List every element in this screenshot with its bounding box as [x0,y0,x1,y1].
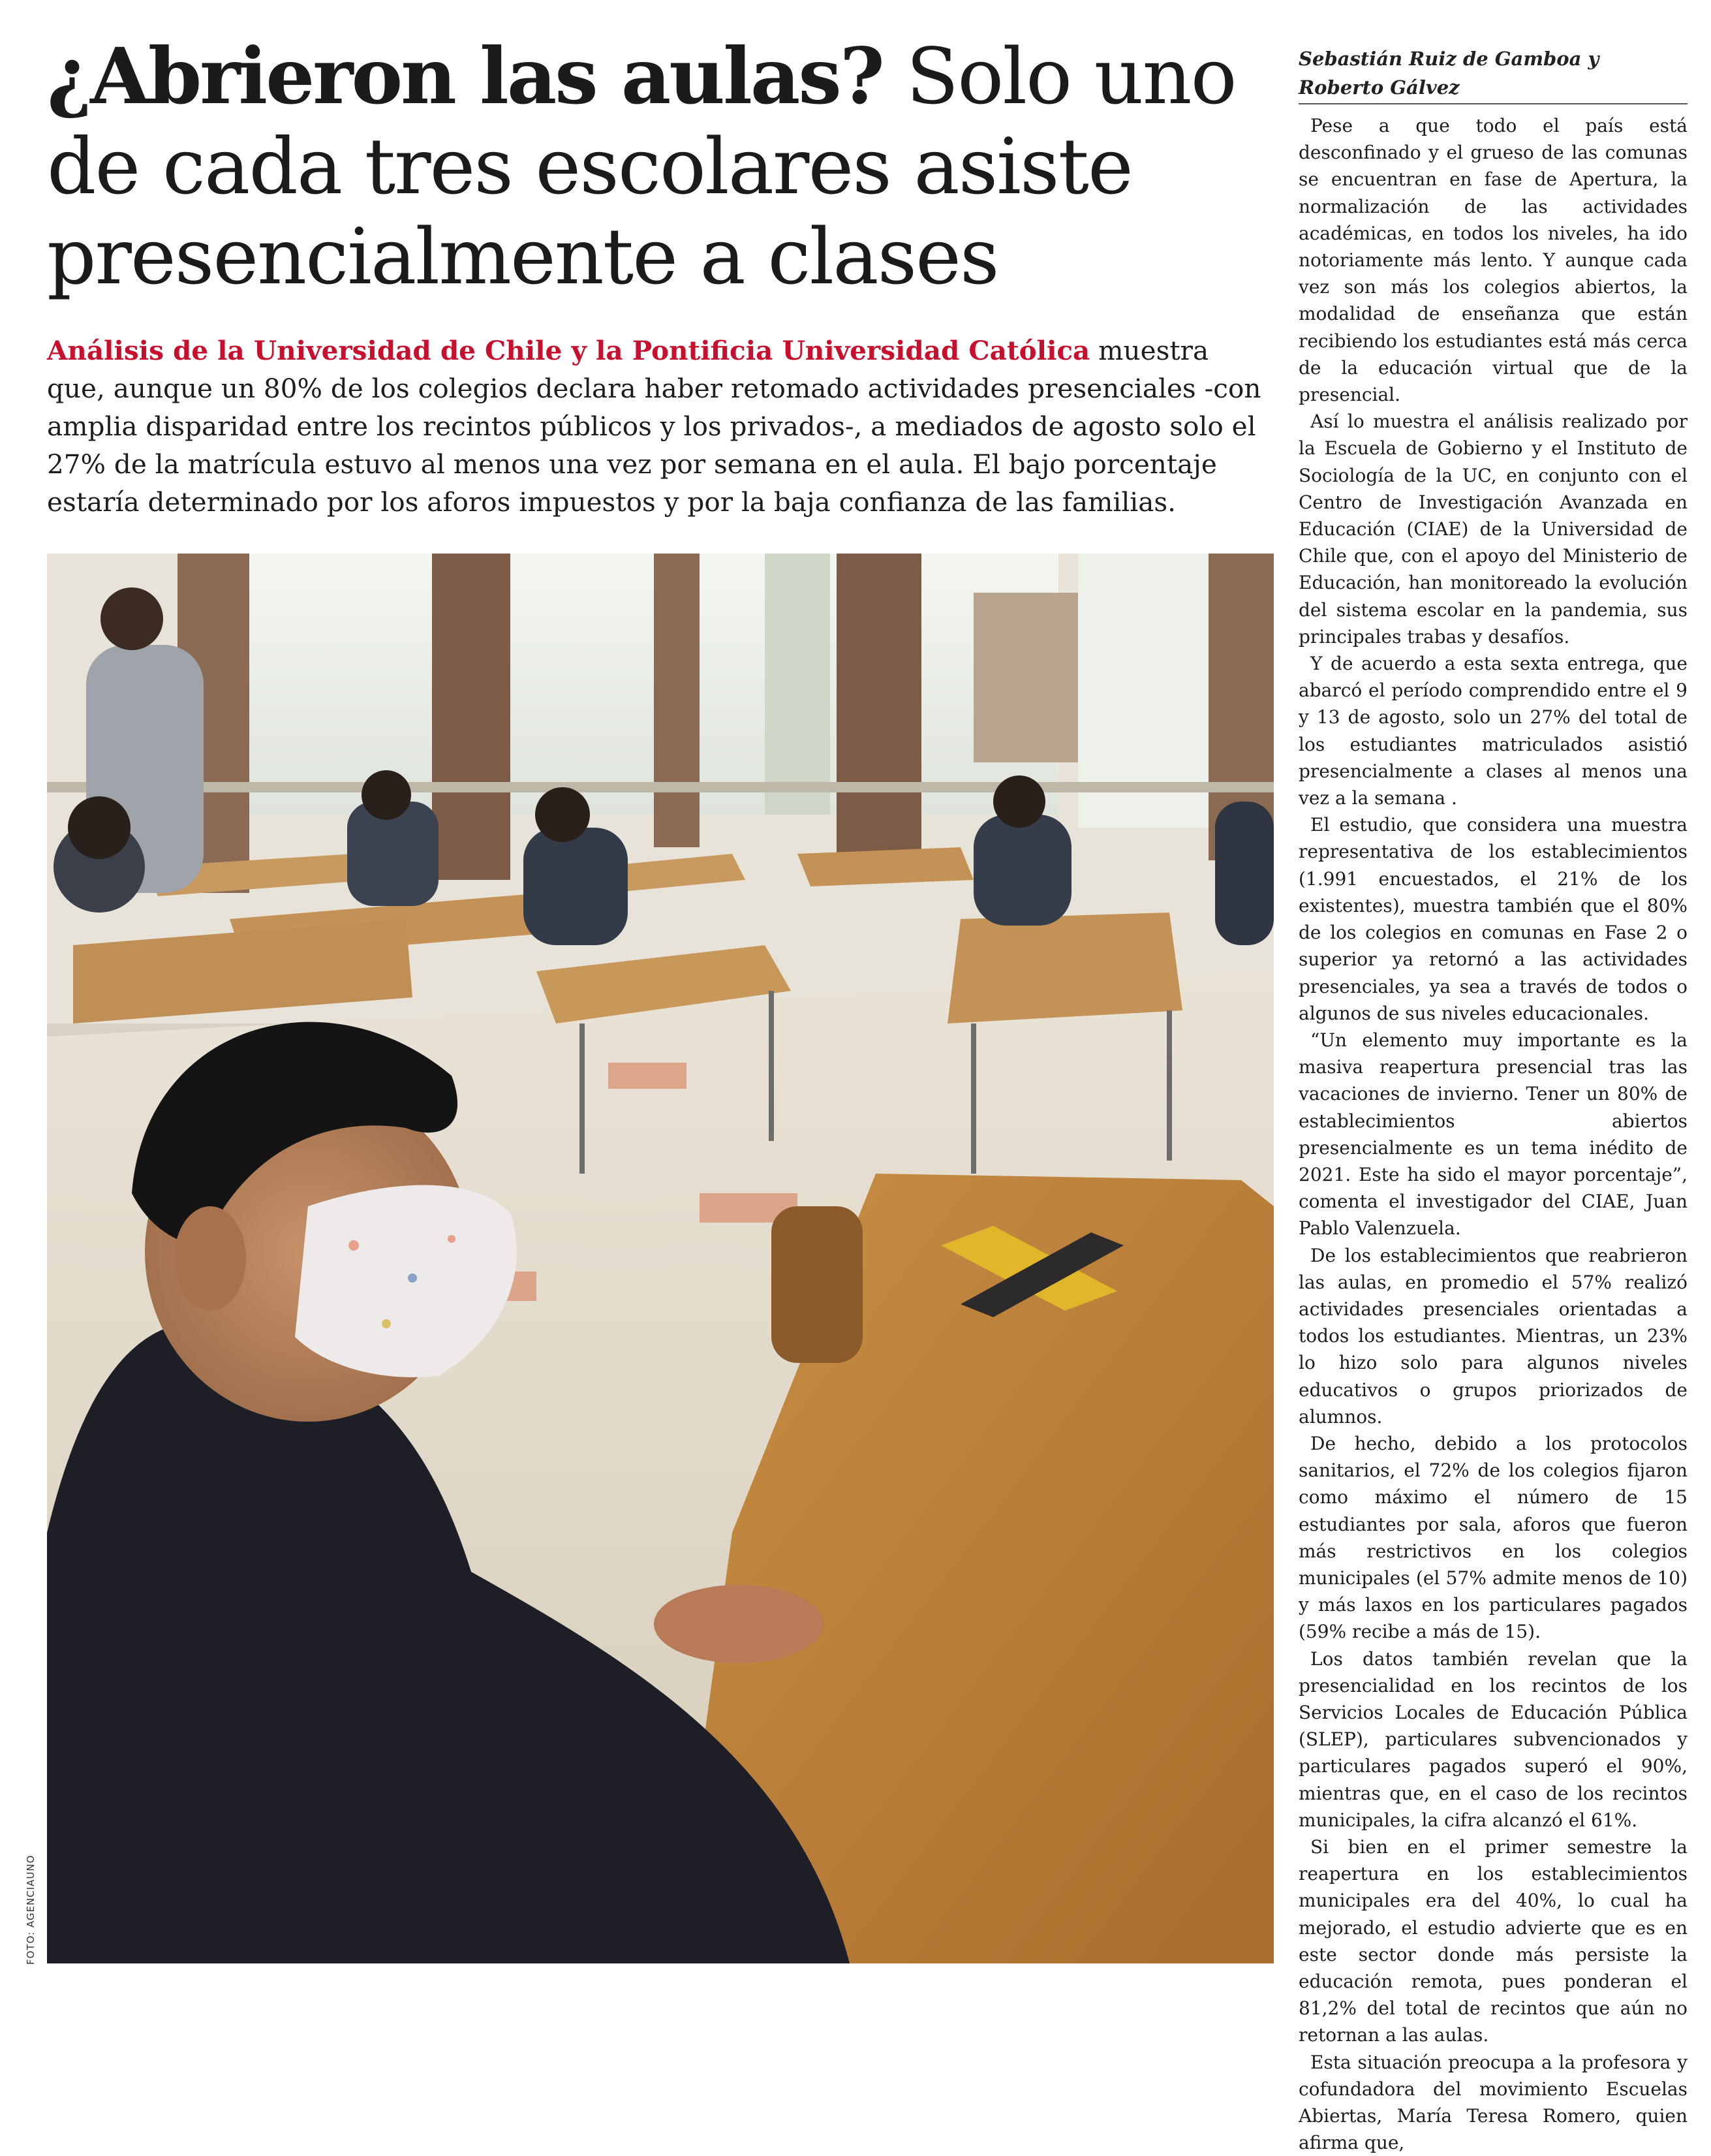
body-paragraph: De hecho, debido a los protocolos sanitarios, el 72% de los colegios fijaron como máximo el número de 15 estudiantes por sala, aforos que fueron más restrictivos en los colegios municipales (el 57% admite menos de 10) y más laxos en los particulares pagados (59% recibe a más de 15). [1299,1432,1688,1643]
headline-rest: Solo uno de cada tres escolares asiste presencialmente a clases [47,31,1236,302]
body-paragraph: Si bien en el primer semestre la reapertura en los establecimientos municipales era del 40%, lo cual ha mejorado, el estudio advierte que es en este sector donde más persiste la educación remota, pues ponderan el 81,2% del total de recintos que aún no retornan a las aulas. [1299,1836,1688,2046]
classroom-photo [47,554,1274,1963]
body-paragraph: Y de acuerdo a esta sexta entrega, que abarcó el período comprendido entre el 9 y 13 de agosto, solo un 27% del total de los estudiantes matriculados asistió presencialmente a clases al menos una vez a la semana . [1299,653,1688,809]
headline [47,31,1274,302]
body-paragraph: Esta situación preocupa a la profesora y cofundadora del movimiento Escuelas Abiertas, María Teresa Romero, quien afirma que, [1299,2051,1688,2154]
article-body [1299,112,1688,2156]
byline-divider [1299,103,1688,104]
photo-credit: FOTO: AGENCIAUNO [25,1854,37,1965]
body-paragraph: “Un elemento muy importante es la masiva reapertura presencial tras las vacaciones de invierno. Tener un 80% de establecimientos abiertos presencialmente es un tema inédito de 2021. Este ha sido el mayor porcentaje”, comenta el investigador del CIAE, Juan Pablo Valenzuela. [1299,1029,1688,1240]
lead-highlight: Análisis de la Universidad de Chile y la Pontificia Universidad Católica [47,335,1090,366]
body-paragraph: Así lo muestra el análisis realizado por la Escuela de Gobierno y el Instituto de Sociología de la UC, en conjunto con el Centro de Investigación Avanzada en Educación (CIAE) de la Universidad de Chile que, con el apoyo del Ministerio de Educación, han monitoreado la evolución del sistema escolar en la pandemia, sus principales trabas y desafíos. [1299,411,1688,648]
body-paragraph: Pese a que todo el país está desconfinado y el grueso de las comunas se encuentran en fase de Apertura, la normalización de las actividades académicas, en todos los niveles, ha ido notoriamente más lento. Y aunque cada vez son más los colegios abiertos, la modalidad de enseñanza que están recibiendo los estudiantes está más cerca de la educación virtual que de la presencial. [1299,115,1688,406]
lead-text: muestra que, aunque un 80% de los colegios declara haber retomado actividades presenciales -con amplia disparidad entre los recintos públicos y los privados-, a mediados de agosto solo el 27% de la matrícula estuvo al menos una vez por semana en el aula. El bajo porcentaje estaría determinado por los aforos impuestos y por la baja confianza de las familias. [47,335,1261,518]
body-paragraph: De los establecimientos que reabrieron las aulas, en promedio el 57% realizó actividades presenciales orientadas a todos los estudiantes. Mientras, un 23% lo hizo solo para algunos niveles educativos o grupos priorizados de alumnos. [1299,1244,1688,1428]
body-paragraph: El estudio, que considera una muestra representativa de los establecimientos (1.991 encuestados, el 21% de los existentes), muestra también que el 80% de los colegios en comunas en Fase 2 o superior ya retornó a las actividades presenciales, ya sea a través de todos o algunos de sus niveles educacionales. [1299,814,1688,1024]
lead-paragraph [47,332,1274,521]
headline-bold: ¿Abrieron las aulas? [47,31,883,121]
body-paragraph: Los datos también revelan que la presencialidad en los recintos de los Servicios Locales de Educación Pública (SLEP), particulares subvencionados y particulares pagados superó el 90%, mientras que, en el caso de los recintos municipales, la cifra alcanzó el 61%. [1299,1648,1688,1831]
byline: Sebastián Ruiz de Gamboa y Roberto Gálvez [1299,48,1599,99]
